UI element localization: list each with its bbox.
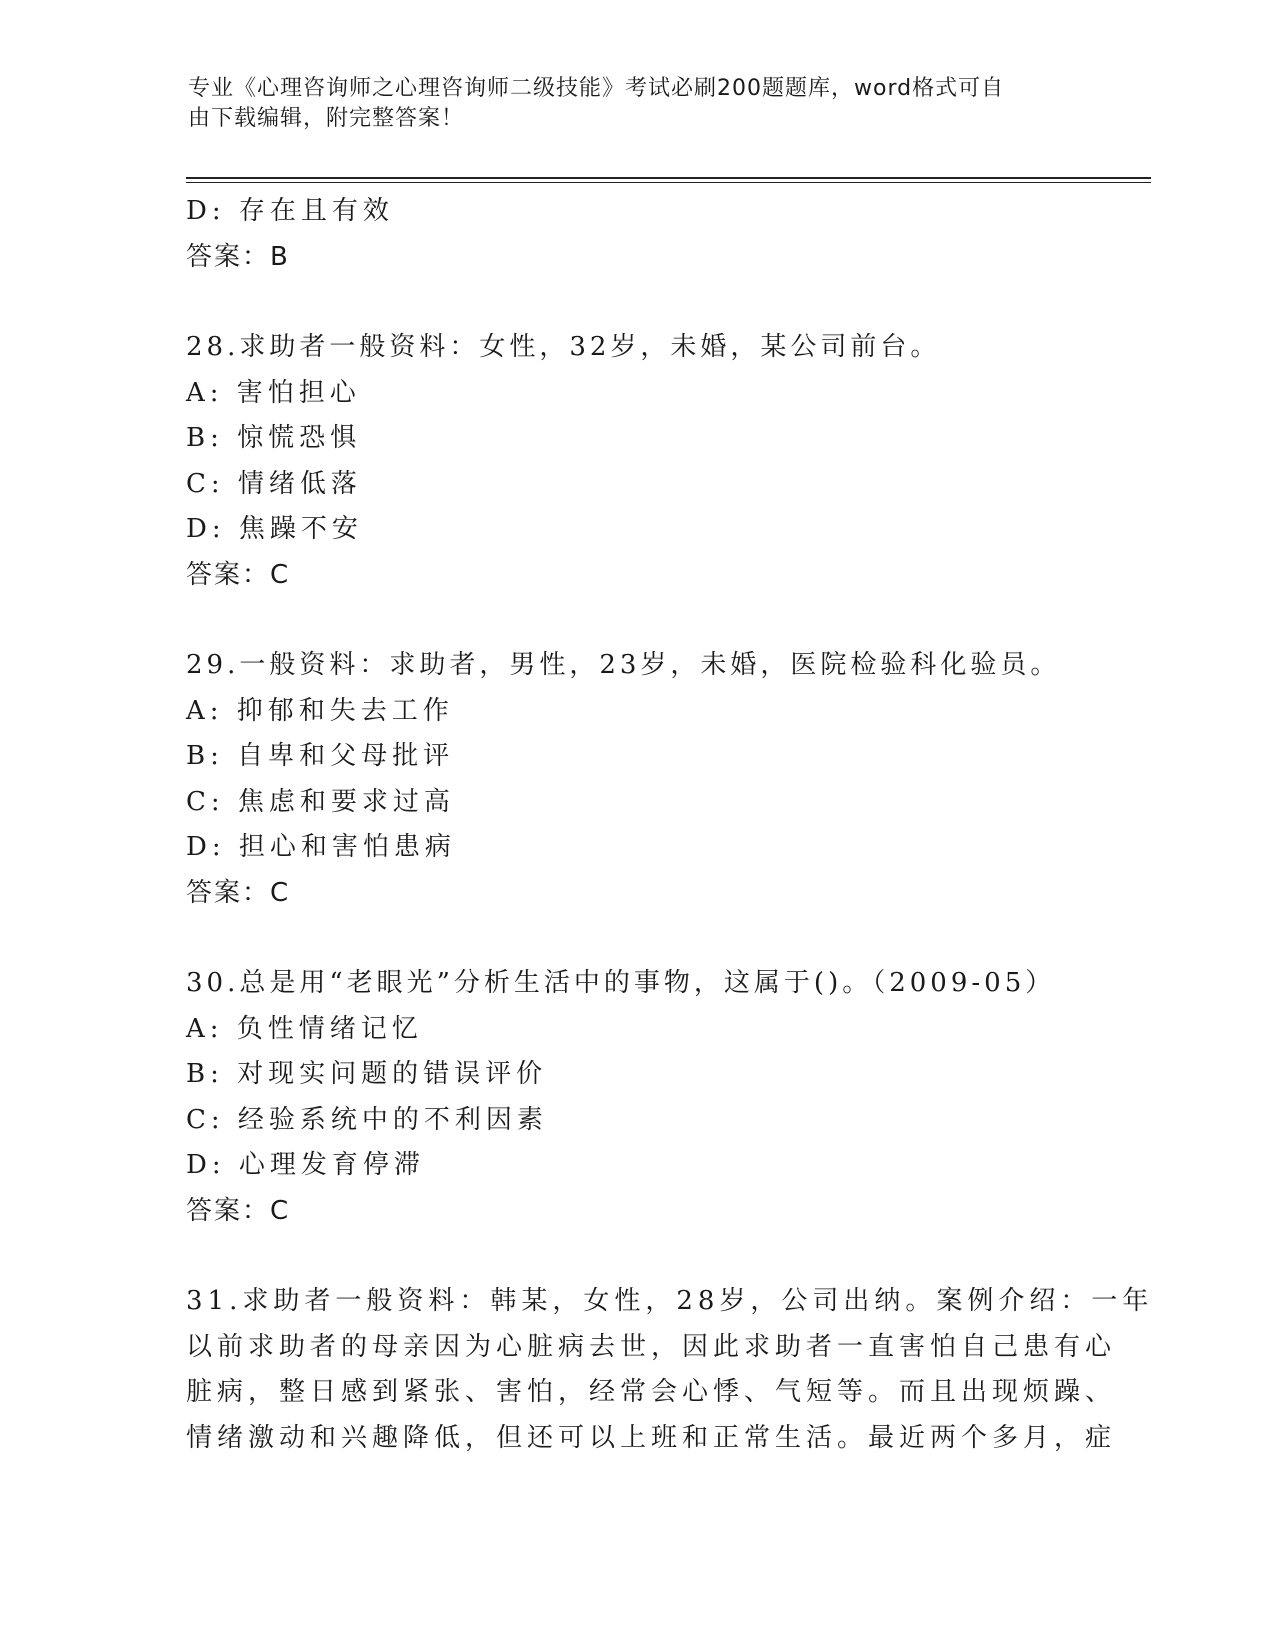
spacer [186, 916, 1086, 961]
paragraph-line: 31.求助者一般资料：韩某，女性，28岁，公司出纳。案例介绍：一年 [186, 1286, 1154, 1316]
header-line-2: 由下载编辑，附完整答案！ [188, 106, 465, 131]
question-list [186, 189, 1154, 1461]
option-a: A: 抑郁和失去工作 [186, 695, 454, 726]
option-a: A: 害怕担心 [186, 377, 361, 408]
spacer [186, 280, 1086, 325]
question-stem: 29.一般资料：求助者，男性，23岁，未婚，医院检验科化验员。 [186, 650, 1061, 680]
option-d: D: 心理发育停滞 [186, 1150, 425, 1180]
answer-line: 答案：B [186, 241, 290, 272]
spacer [186, 1234, 1086, 1279]
option-a: A: 负性情绪记忆 [186, 1013, 423, 1044]
option-b: B: 自卑和父母批评 [186, 741, 455, 771]
option-c: C: 焦虑和要求过高 [186, 786, 455, 817]
question-stem: 28.求助者一般资料：女性，32岁，未婚，某公司前台。 [186, 332, 941, 362]
option-c: C: 经验系统中的不利因素 [186, 1104, 548, 1135]
answer-line: 答案：C [186, 559, 291, 590]
question-31-paragraph [186, 1279, 1154, 1461]
paragraph-line: 脏病，整日感到紧张、害怕，经常会心悸、气短等。而且出现烦躁、 [186, 1377, 1117, 1407]
paragraph-line: 情绪激动和兴趣降低，但还可以上班和正常生活。最近两个多月，症 [186, 1422, 1117, 1453]
option-b: B: 惊慌恐惧 [186, 423, 362, 453]
option-d: D: 存在且有效 [186, 196, 394, 226]
page-header [188, 74, 1068, 134]
answer-line: 答案：C [186, 1195, 291, 1226]
option-b: B: 对现实问题的错误评价 [186, 1059, 548, 1089]
question-stem: 30.总是用“老眼光”分析生活中的事物，这属于()。（2009-05） [186, 968, 1056, 998]
answer-line: 答案：C [186, 877, 291, 908]
header-line-1: 专业《心理咨询师之心理咨询师二级技能》考试必刷200题题库，word格式可自 [188, 76, 1005, 101]
option-d: D: 担心和害怕患病 [186, 832, 456, 862]
option-c: C: 情绪低落 [186, 468, 362, 499]
option-d: D: 焦躁不安 [186, 514, 363, 544]
paragraph-line: 以前求助者的母亲因为心脏病去世，因此求助者一直害怕自己患有心 [186, 1331, 1117, 1362]
header-divider [186, 177, 1151, 183]
spacer [186, 598, 1086, 643]
